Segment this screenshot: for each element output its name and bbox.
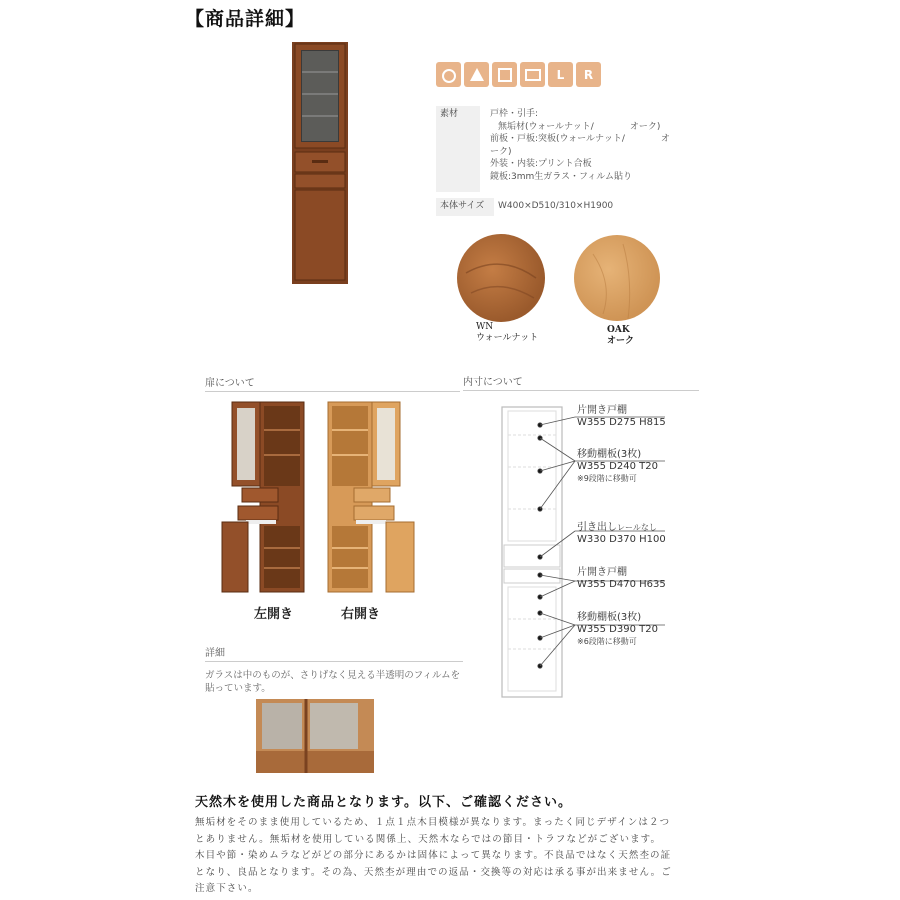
left-open-label: 左開き	[254, 607, 294, 622]
detail-heading: 詳細	[205, 644, 463, 662]
swatch-oak	[573, 234, 661, 322]
size-label: 本体サイズ	[436, 198, 494, 216]
interior-item-4: 片開き戸棚 W355 D470 H635	[577, 567, 666, 590]
right-hinge-icon: R	[576, 62, 601, 87]
anti-tip-icon	[436, 62, 461, 87]
finish-icon	[492, 62, 517, 87]
right-open-image	[326, 400, 418, 596]
size-value: W400×D510/310×H1900	[498, 201, 614, 211]
notice-heading: 天然木を使用した商品となります。以下、ご確認ください。	[195, 795, 572, 810]
interior-item-5: 移動棚板(3枚) W355 D390 T20 ※6段階に移動可	[577, 612, 658, 646]
interior-item-3: 引き出しレールなし W330 D370 H100	[577, 522, 666, 545]
interior-item-2: 移動棚板(3枚) W355 D240 T20 ※9段階に移動可	[577, 449, 658, 483]
notice-text: 無垢材をそのまま使用しているため、１点１点木目模様が異なります。まったく同じデザインは２つ とありません。無垢材を使用している関係上、天然木ならではの節目・トラフなどがございます。 木目や節・染めムラなどがどの部分にあるかは固体によって異なります。不良品ではなく天然杢の証 となり、良品となります。その為、天然杢が理由での返品・交換等の対応は承る事が出来ません。ご 注意下さい。	[195, 817, 672, 894]
detail-text: ガラスは中のものが、さりげなく見える半透明のフィルムを貼っています。	[205, 670, 461, 694]
left-hinge-icon: L	[548, 62, 573, 87]
product-image	[292, 42, 348, 284]
left-open-image	[220, 400, 308, 596]
film-icon	[520, 62, 545, 87]
tree-icon	[464, 62, 489, 87]
right-open-label: 右開き	[341, 607, 381, 622]
material-label: 素材	[436, 106, 480, 192]
swatch-walnut-label: WN ウォールナット	[476, 322, 539, 343]
interior-item-1: 片開き戸棚 W355 D275 H815	[577, 405, 666, 428]
detail-photo	[256, 699, 374, 773]
page-title: 【商品詳細】	[185, 8, 306, 30]
door-section-heading: 扉について	[205, 374, 460, 392]
spec-table	[436, 106, 701, 216]
material-value: 戸枠・引手: 無垢材(ウォールナット/ オーク) 前板・戸板:突板(ウォールナット/ オ ーク) 外装・内装:プリント合板 鏡板:3mm生ガラス・フィルム貼り	[490, 109, 670, 182]
swatch-oak-label: OAK オーク	[607, 325, 635, 346]
interior-section-heading: 内寸について	[463, 373, 699, 391]
feature-icons	[436, 62, 601, 87]
swatch-walnut	[456, 233, 546, 323]
